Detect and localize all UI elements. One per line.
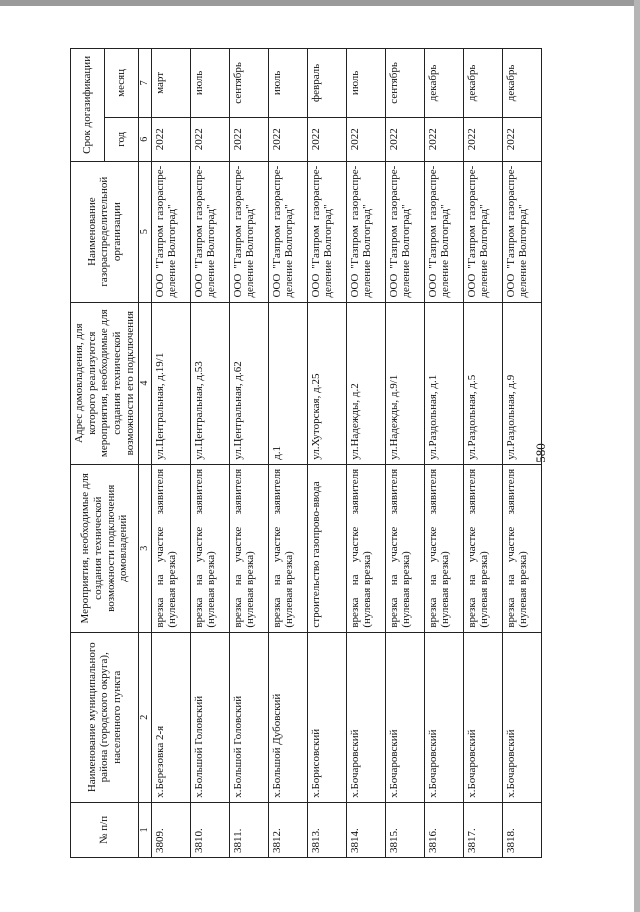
cell-locality: х.Бочаровский — [463, 632, 502, 802]
table-row — [463, 49, 502, 858]
cell-locality: х.Большой Головский — [190, 632, 229, 802]
cell-work: врезка на участке заявителя (нулевая врезка) — [190, 464, 229, 632]
cell-year: 2022 — [229, 117, 268, 161]
cell-num: 3810. — [190, 802, 229, 857]
cell-year: 2022 — [502, 117, 541, 161]
cell-org: ООО "Газпром газораспре-деление Волгоград" — [190, 161, 229, 302]
cell-num: 3816. — [424, 802, 463, 857]
table-row — [190, 49, 229, 858]
col-number: 1 — [139, 802, 152, 857]
cell-work: врезка на участке заявителя (нулевая врезка) — [268, 464, 307, 632]
cell-address: ул.Раздольная, д.1 — [424, 302, 463, 464]
scan-edge-right — [634, 0, 640, 912]
cell-locality: х.Большой Дубовский — [268, 632, 307, 802]
cell-work: врезка на участке заявителя (нулевая врезка) — [346, 464, 385, 632]
column-number-row — [139, 49, 152, 858]
cell-num: 3818. — [502, 802, 541, 857]
table-row — [268, 49, 307, 858]
cell-org: ООО "Газпром газораспре-деление Волгоград" — [151, 161, 190, 302]
cell-year: 2022 — [424, 117, 463, 161]
cell-locality: х.Бочаровский — [385, 632, 424, 802]
col-number: 6 — [139, 117, 152, 161]
page-number: 580 — [533, 443, 548, 463]
cell-org: ООО "Газпром газораспре-деление Волгоград" — [502, 161, 541, 302]
cell-year: 2022 — [151, 117, 190, 161]
cell-address: ул.Центральная, д.62 — [229, 302, 268, 464]
cell-org: ООО "Газпром газораспре-деление Волгоград" — [385, 161, 424, 302]
cell-locality: х.Борисовский — [307, 632, 346, 802]
cell-org: ООО "Газпром газораспре-деление Волгоград" — [307, 161, 346, 302]
cell-org: ООО "Газпром газораспре-деление Волгоград" — [424, 161, 463, 302]
cell-num: 3817. — [463, 802, 502, 857]
cell-month: июль — [268, 49, 307, 118]
col-number: 5 — [139, 161, 152, 302]
cell-month: декабрь — [502, 49, 541, 118]
table-row — [424, 49, 463, 858]
cell-work: врезка на участке заявителя (нулевая врезка) — [229, 464, 268, 632]
cell-address: ул.Центральная, д.19/1 — [151, 302, 190, 464]
gasification-table — [70, 48, 542, 858]
cell-year: 2022 — [190, 117, 229, 161]
header-address: Адрес домовладения, для которого реализуются мероприятия, необходимые для создания технической возможности его подключения — [71, 302, 139, 464]
cell-num: 3813. — [307, 802, 346, 857]
cell-address: ул.Раздольная, д.9 — [502, 302, 541, 464]
rotated-table-container — [70, 48, 550, 858]
header-org: Наименование газораспределительной организации — [71, 161, 139, 302]
cell-address: ул.Надежды, д.2 — [346, 302, 385, 464]
cell-work: врезка на участке заявителя (нулевая врезка) — [463, 464, 502, 632]
cell-locality: х.Бочаровский — [346, 632, 385, 802]
cell-month: сентябрь — [385, 49, 424, 118]
col-number: 3 — [139, 464, 152, 632]
cell-org: ООО "Газпром газораспре-деление Волгоград" — [463, 161, 502, 302]
cell-year: 2022 — [268, 117, 307, 161]
table-row — [307, 49, 346, 858]
cell-org: ООО "Газпром газораспре-деление Волгоград" — [229, 161, 268, 302]
cell-org: ООО "Газпром газораспре-деление Волгоград" — [268, 161, 307, 302]
cell-month: июль — [190, 49, 229, 118]
cell-month: март — [151, 49, 190, 118]
header-month: месяц — [105, 49, 139, 118]
cell-num: 3815. — [385, 802, 424, 857]
header-locality: Наименование муниципального района (городского округа), населенного пункта — [71, 632, 139, 802]
header-work: Мероприятия, необходимые для создания технической возможности подключения домовладений — [71, 464, 139, 632]
cell-locality: х.Бочаровский — [502, 632, 541, 802]
table-row — [346, 49, 385, 858]
cell-address: ул.Раздольная, д.5 — [463, 302, 502, 464]
cell-year: 2022 — [385, 117, 424, 161]
cell-work: строительство газопрово-ввода — [307, 464, 346, 632]
cell-month: сентябрь — [229, 49, 268, 118]
table-row — [151, 49, 190, 858]
cell-year: 2022 — [346, 117, 385, 161]
cell-work: врезка на участке заявителя (нулевая врезка) — [151, 464, 190, 632]
cell-year: 2022 — [307, 117, 346, 161]
cell-address: д.1 — [268, 302, 307, 464]
cell-num: 3812. — [268, 802, 307, 857]
cell-locality: х.Бочаровский — [424, 632, 463, 802]
cell-locality: х.Большой Головский — [229, 632, 268, 802]
col-number: 2 — [139, 632, 152, 802]
header-num: № п/п — [71, 802, 139, 857]
cell-address: ул.Центральная, д.53 — [190, 302, 229, 464]
col-number: 7 — [139, 49, 152, 118]
cell-month: декабрь — [463, 49, 502, 118]
cell-year: 2022 — [463, 117, 502, 161]
cell-num: 3809. — [151, 802, 190, 857]
cell-month: декабрь — [424, 49, 463, 118]
scan-edge-top — [0, 0, 640, 6]
cell-num: 3814. — [346, 802, 385, 857]
table-row — [229, 49, 268, 858]
cell-month: июль — [346, 49, 385, 118]
table-row — [502, 49, 541, 858]
cell-num: 3811. — [229, 802, 268, 857]
cell-work: врезка на участке заявителя (нулевая врезка) — [385, 464, 424, 632]
cell-month: февраль — [307, 49, 346, 118]
cell-address: ул.Надежды, д.9/1 — [385, 302, 424, 464]
cell-work: врезка на участке заявителя (нулевая врезка) — [502, 464, 541, 632]
cell-address: ул.Хуторская, д.25 — [307, 302, 346, 464]
cell-locality: х.Березовка 2-я — [151, 632, 190, 802]
table-row — [385, 49, 424, 858]
cell-org: ООО "Газпром газораспре-деление Волгоград" — [346, 161, 385, 302]
cell-work: врезка на участке заявителя (нулевая врезка) — [424, 464, 463, 632]
header-term: Срок догазификации — [71, 49, 105, 162]
header-year: год — [105, 117, 139, 161]
col-number: 4 — [139, 302, 152, 464]
